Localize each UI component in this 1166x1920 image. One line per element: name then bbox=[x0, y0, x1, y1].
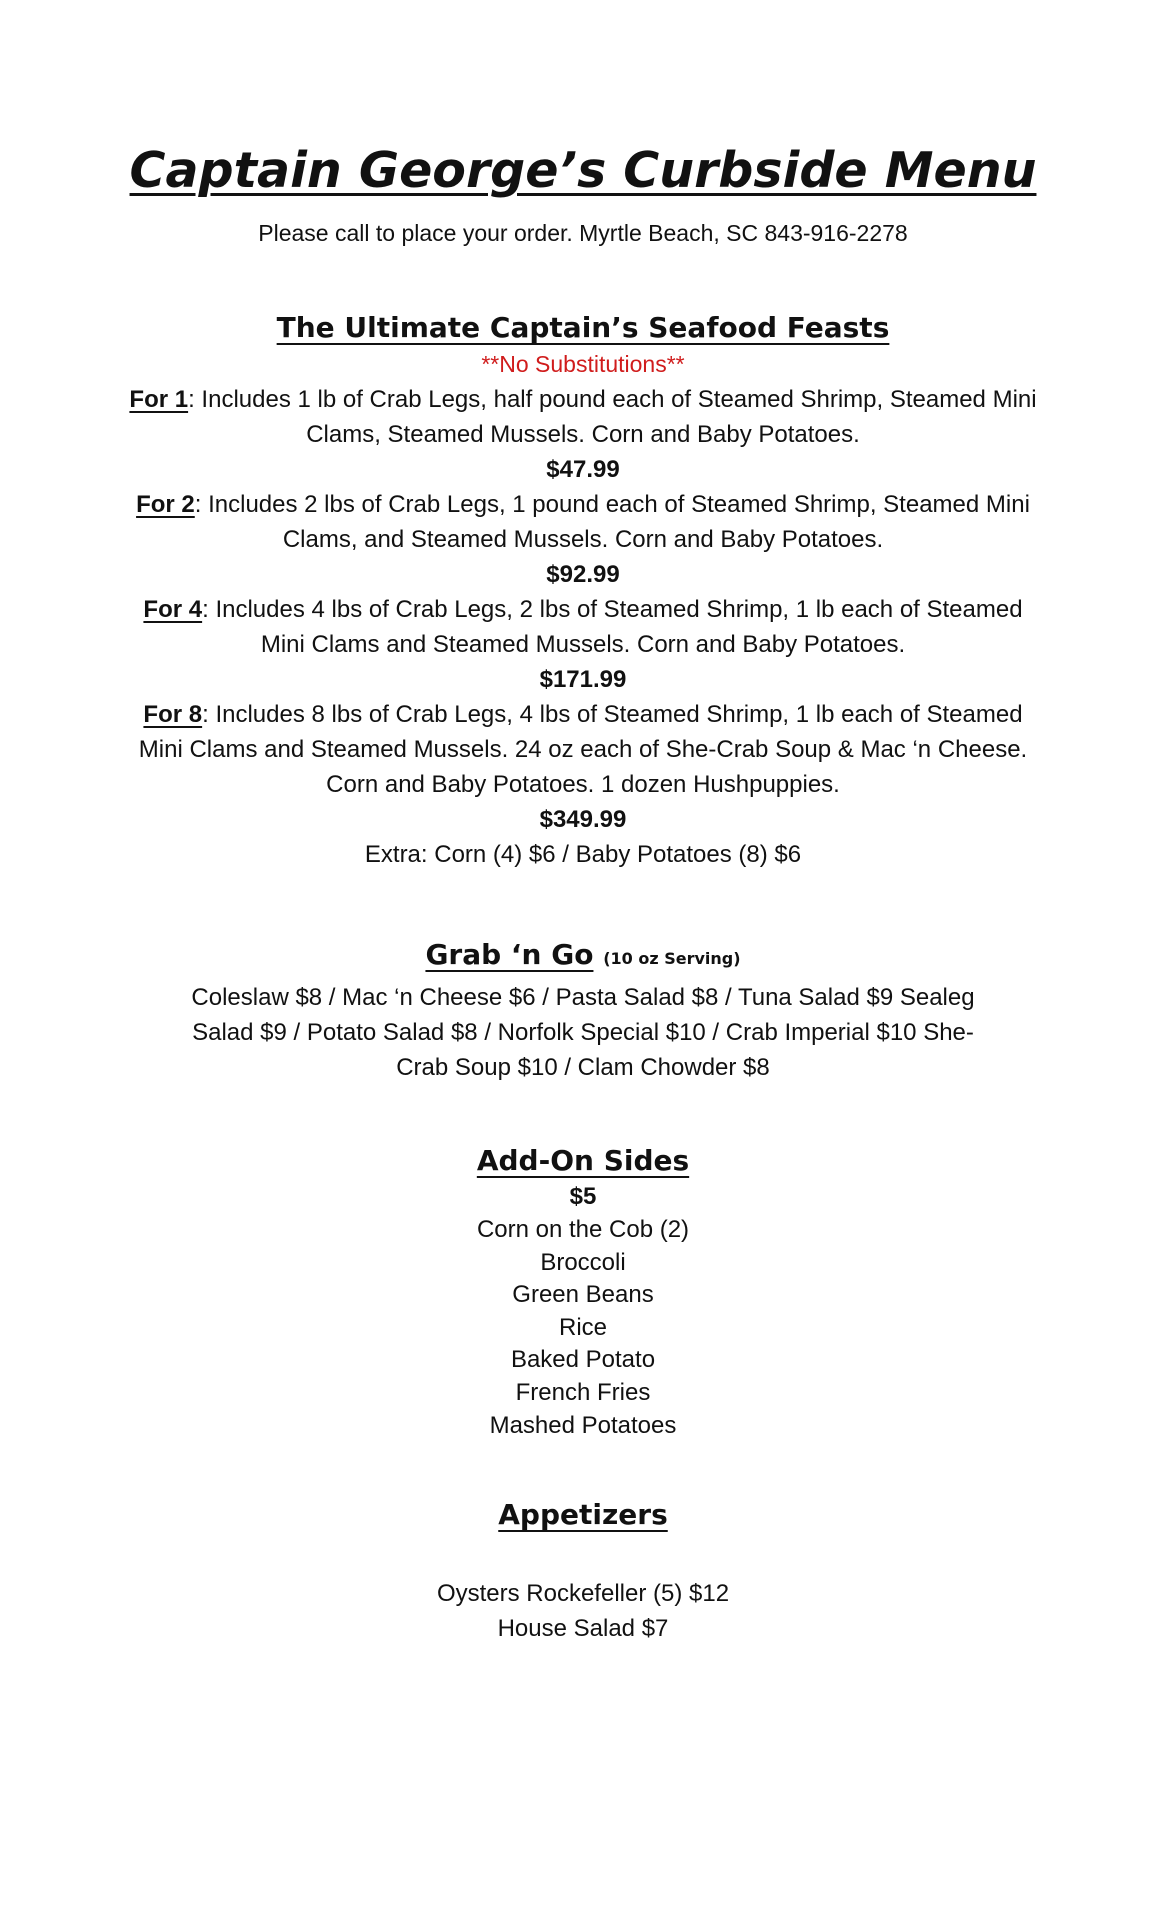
grab-n-go-section bbox=[120, 936, 1046, 1085]
add-on-sides-price: $5 bbox=[569, 1183, 597, 1210]
grab-n-go-serving-note: (10 oz Serving) bbox=[603, 949, 741, 968]
add-on-sides-heading-text: Add-On Sides bbox=[476, 1144, 690, 1177]
feast-item-4-text: : Includes 4 lbs of Crab Legs, 2 lbs of Steamed Shrimp, 1 lb each of Steamed Mini Clams and Steamed Mussels. Corn and Baby Potatoes. bbox=[202, 596, 1023, 658]
side-item: Rice bbox=[558, 1313, 607, 1341]
appetizers-heading-text: Appetizers bbox=[498, 1498, 668, 1531]
grab-n-go-heading bbox=[120, 936, 1046, 978]
add-on-sides-section bbox=[120, 1142, 1046, 1442]
feast-item-2-label: For 2 bbox=[136, 491, 195, 518]
no-substitutions-note: **No Substitutions** bbox=[481, 351, 685, 377]
grab-n-go-heading-text: Grab ‘n Go bbox=[425, 938, 594, 971]
appetizer-item: House Salad $7 bbox=[497, 1615, 669, 1642]
side-item: Green Beans bbox=[512, 1281, 654, 1309]
feast-item-4-label: For 4 bbox=[143, 596, 203, 623]
feast-item-2-desc bbox=[120, 487, 1046, 557]
side-item: French Fries bbox=[515, 1378, 651, 1406]
feast-item-2-text: : Includes 2 lbs of Crab Legs, 1 pound each of Steamed Shrimp, Steamed Mini Clams, and Steamed Mussels. Corn and Baby Potatoes. bbox=[194, 491, 1030, 553]
grab-n-go-items: Coleslaw $8 / Mac ‘n Cheese $6 / Pasta Salad $8 / Tuna Salad $9 Sealeg Salad $9 / Potato Salad $8 / Norfolk Special $10 / Crab Imperial $10 She-Crab Soup $10 / Clam Chowder $8 bbox=[191, 984, 975, 1081]
side-item: Mashed Potatoes bbox=[489, 1411, 677, 1439]
feasts-heading bbox=[120, 309, 1046, 347]
feast-item-4-desc bbox=[120, 592, 1046, 662]
feast-item-8-text: : Includes 8 lbs of Crab Legs, 4 lbs of Steamed Shrimp, 1 lb each of Steamed Mini Clams and Steamed Mussels. 24 oz each of She-Crab Soup & Mac ‘n Cheese. Corn and Baby Potatoes. 1 dozen Hushpuppies. bbox=[138, 701, 1028, 798]
feasts-heading-text: The Ultimate Captain’s Seafood Feasts bbox=[276, 311, 890, 344]
menu-title-text: Captain George’s Curbside Menu bbox=[129, 142, 1037, 199]
add-on-sides-heading bbox=[120, 1142, 1046, 1180]
feast-item-8-label: For 8 bbox=[143, 701, 203, 728]
menu-title bbox=[0, 140, 1166, 202]
side-item: Corn on the Cob (2) bbox=[476, 1216, 690, 1243]
menu-subtitle: Please call to place your order. Myrtle Beach, SC 843-916-2278 bbox=[258, 220, 908, 246]
feast-item-2-price: $92.99 bbox=[546, 561, 620, 588]
feast-item-1-price: $47.99 bbox=[546, 456, 620, 483]
feasts-section bbox=[120, 309, 1046, 872]
feast-item-1-desc bbox=[120, 382, 1046, 452]
feast-item-4-price: $171.99 bbox=[539, 666, 627, 693]
feast-item-8-price: $349.99 bbox=[539, 806, 627, 833]
feasts-extra: Extra: Corn (4) $6 / Baby Potatoes (8) $6 bbox=[364, 841, 802, 868]
side-item: Broccoli bbox=[540, 1248, 626, 1276]
feast-item-1-text: : Includes 1 lb of Crab Legs, half pound each of Steamed Shrimp, Steamed Mini Clams, Steamed Mussels. Corn and Baby Potatoes. bbox=[188, 386, 1037, 448]
feast-item-1-label: For 1 bbox=[129, 386, 189, 413]
side-item: Baked Potato bbox=[510, 1346, 656, 1374]
feast-item-8-desc bbox=[120, 697, 1046, 802]
appetizers-heading bbox=[120, 1496, 1046, 1534]
appetizers-section bbox=[120, 1496, 1046, 1646]
appetizers-list bbox=[120, 1576, 1046, 1646]
appetizer-item: Oysters Rockefeller (5) $12 bbox=[436, 1580, 730, 1607]
